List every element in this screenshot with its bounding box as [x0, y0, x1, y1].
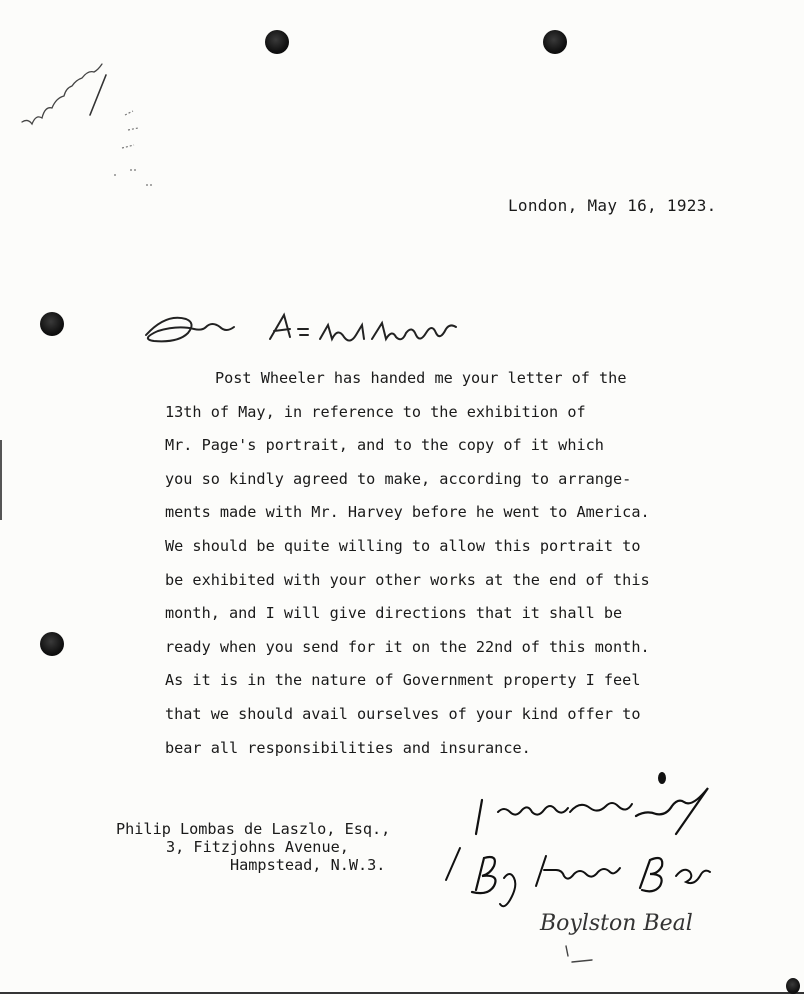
- bottom-edge-rule: [0, 992, 804, 994]
- punch-hole-left-lower: [40, 632, 64, 656]
- closing-text: [500, 796, 600, 811]
- punch-hole-top-left: [265, 30, 289, 54]
- body-line-12: bear all responsibilities and insurance.: [165, 738, 531, 757]
- addressee-street: 3, Fitzjohns Avenue,: [166, 838, 349, 856]
- body-line-2: 13th of May, in reference to the exhibition of: [165, 402, 586, 421]
- signature-text: [500, 856, 590, 871]
- corner-ink-mark: [786, 978, 800, 994]
- letter-body: [165, 362, 725, 765]
- addressee-district: Hampstead, N.W.3.: [230, 856, 386, 874]
- scan-edge-mark: [0, 440, 2, 520]
- body-line-1: Post Wheeler has handed me your letter of the: [215, 369, 627, 387]
- body-line-5: ments made with Mr. Harvey before he went to America.: [165, 503, 650, 522]
- body-line-3: Mr. Page's portrait, and to the copy of it which: [165, 436, 604, 455]
- punch-hole-left-upper: [40, 312, 64, 336]
- signature-name-script: Boylston Beal: [540, 911, 693, 936]
- salutation-text: [150, 318, 275, 333]
- addressee-block: [116, 820, 390, 874]
- letter-date: London, May 16, 1923.: [508, 196, 717, 215]
- body-line-11: that we should avail ourselves of your kind offer to: [165, 704, 641, 723]
- body-line-6: We should be quite willing to allow this portrait to: [165, 536, 641, 555]
- addressee-name: Philip Lombas de Laszlo, Esq.,: [116, 820, 391, 838]
- body-line-4: you so kindly agreed to make, according to arrange-: [165, 469, 632, 488]
- body-line-8: month, and I will give directions that it shall be: [165, 604, 623, 623]
- body-line-10: As it is in the nature of Government property I feel: [165, 671, 641, 690]
- body-line-7: be exhibited with your other works at the end of this: [165, 570, 650, 589]
- punch-hole-top-right: [543, 30, 567, 54]
- body-line-9: ready when you send for it on the 22nd of this month.: [165, 637, 650, 656]
